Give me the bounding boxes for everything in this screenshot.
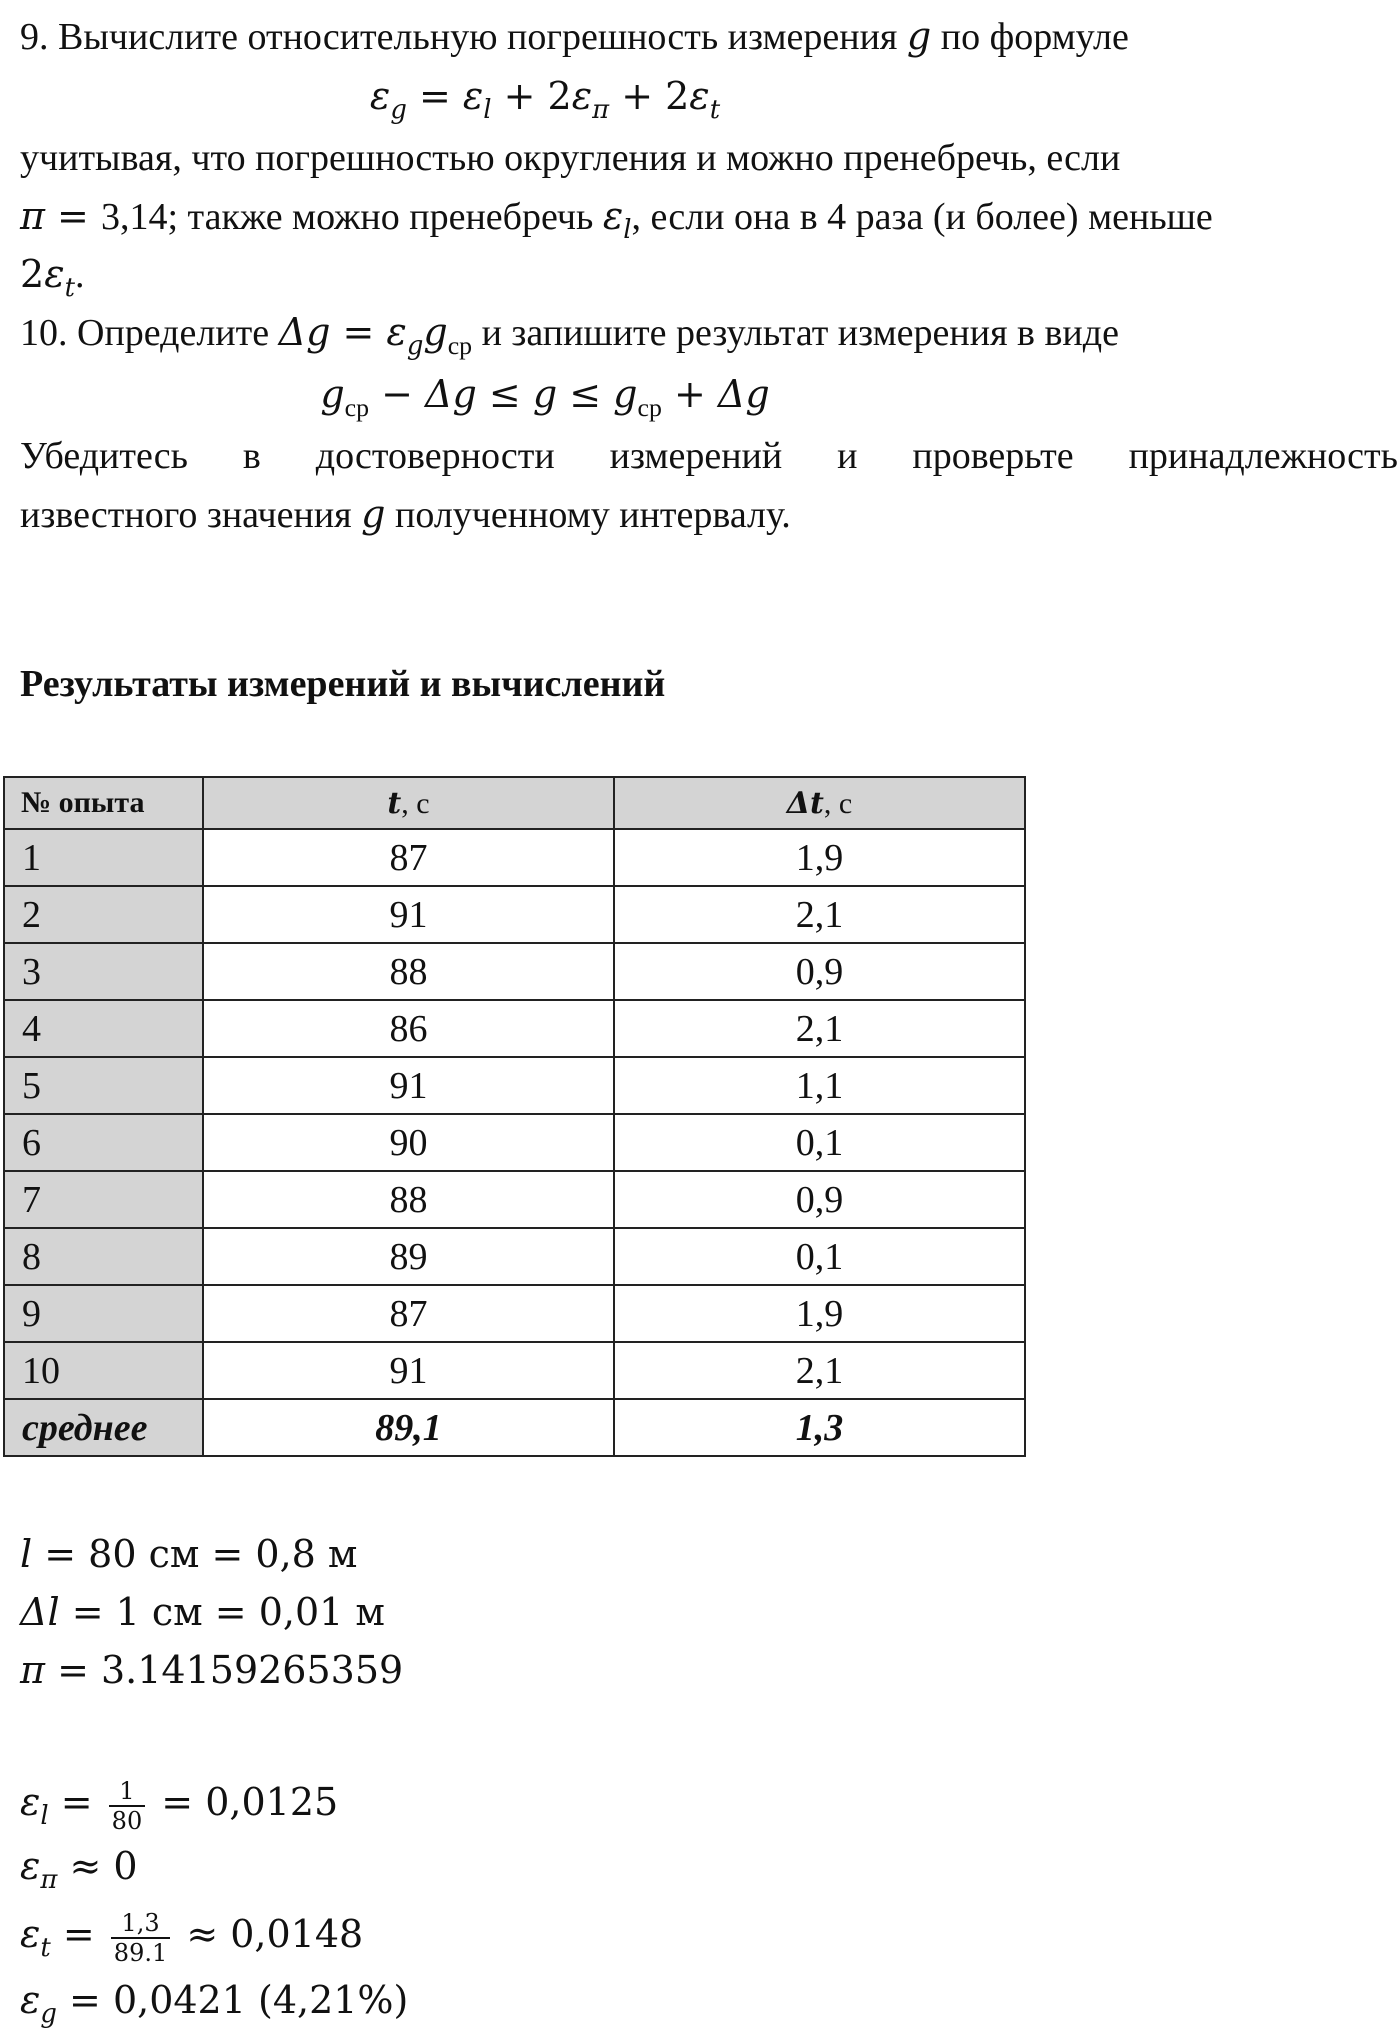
line4-end: . <box>74 254 85 296</box>
formula-eps-t: ε <box>689 74 710 118</box>
item9-text-after: по формуле <box>931 16 1129 58</box>
calc-eps-t-eq: = <box>50 1912 107 1956</box>
table-row <box>4 829 1025 886</box>
calc-eps-g-sub: g <box>40 1999 57 2030</box>
cell-trial: 7 <box>4 1171 203 1228</box>
cell-trial: 10 <box>4 1342 203 1399</box>
calc-eps-g-result: = 0,0421 (4,21%) <box>56 1978 409 2022</box>
check-line2-g: g <box>361 492 386 536</box>
table-row <box>4 1057 1025 1114</box>
line4-eps-sub: t <box>64 273 75 304</box>
cell-trial: 2 <box>4 886 203 943</box>
calc-eps-g <box>20 1978 408 2036</box>
interval-g1-sub: ср <box>344 393 370 423</box>
line4-two: 2 <box>20 252 45 296</box>
value-l-var: l <box>20 1532 33 1576</box>
cell-t: 90 <box>203 1114 614 1171</box>
calc-eps-pi-sub: π <box>40 1865 58 1896</box>
line3-pi: π = <box>20 194 101 238</box>
formula-eps: ε <box>369 74 391 118</box>
cell-t: 87 <box>203 829 614 886</box>
item10-eps-sub: g <box>406 331 424 362</box>
calc-eps-l-var: ε <box>20 1780 41 1824</box>
cell-t: 88 <box>203 1171 614 1228</box>
table-row <box>4 1342 1025 1399</box>
header-t-var: t <box>387 785 402 821</box>
check-word: в <box>242 435 261 477</box>
check-word: измерений <box>609 435 783 477</box>
table-average-row <box>4 1399 1025 1456</box>
cell-t: 89 <box>203 1228 614 1285</box>
cell-trial: 1 <box>4 829 203 886</box>
cell-dt: 2,1 <box>614 1000 1025 1057</box>
check-line2-a: известного значения <box>20 494 362 536</box>
value-pi-text: = 3.14159265359 <box>44 1648 404 1692</box>
formula-eps-t-sub: t <box>709 95 721 126</box>
item10-g: g <box>423 310 448 354</box>
item9-heading <box>20 14 1129 59</box>
check-word: принадлежность <box>1128 435 1398 477</box>
item10-eq: = <box>330 310 387 354</box>
cell-trial: 5 <box>4 1057 203 1114</box>
calc-eps-t-result: ≈ 0,0148 <box>174 1912 364 1956</box>
fraction-denominator: 89.1 <box>113 1939 168 1968</box>
calc-eps-t-fraction <box>111 1909 170 1967</box>
header-trial-number: № опыта <box>4 777 203 829</box>
cell-trial: 9 <box>4 1285 203 1342</box>
cell-dt: 2,1 <box>614 1342 1025 1399</box>
value-dl-var: Δl <box>20 1590 60 1634</box>
cell-average-dt: 1,3 <box>614 1399 1025 1456</box>
item10-eps: ε <box>386 310 407 354</box>
cell-trial: 8 <box>4 1228 203 1285</box>
line3-a: 3,14; также можно пренебречь <box>100 196 603 238</box>
calc-eps-pi-result: ≈ 0 <box>57 1844 138 1888</box>
cell-average-label: среднее <box>4 1399 203 1456</box>
item10-text-before: 10. Определите <box>20 312 279 354</box>
cell-dt: 1,9 <box>614 829 1025 886</box>
cell-dt: 0,9 <box>614 1171 1025 1228</box>
calc-eps-l <box>20 1772 338 1846</box>
calc-eps-pi <box>20 1844 138 1902</box>
formula-plus2: + 2 <box>609 74 690 118</box>
fraction-denominator: 80 <box>111 1807 143 1836</box>
header-t <box>203 777 614 829</box>
value-pi-var: π <box>20 1648 45 1692</box>
fraction-numerator: 1,3 <box>111 1909 170 1939</box>
table-row <box>4 943 1025 1000</box>
check-word: проверьте <box>912 435 1074 477</box>
header-t-unit: , с <box>401 786 430 820</box>
item9-formula <box>0 74 1090 132</box>
calc-eps-l-fraction <box>109 1777 146 1835</box>
item10-text-after: и запишите результат измерения в виде <box>472 312 1119 354</box>
value-l-text: = 80 см = 0,8 м <box>32 1532 358 1576</box>
line3-eps-sub: l <box>623 215 632 246</box>
line3-eps: ε <box>602 194 624 238</box>
table-row <box>4 1114 1025 1171</box>
table-row <box>4 1228 1025 1285</box>
cell-dt: 0,1 <box>614 1228 1025 1285</box>
fraction-numerator: 1 <box>109 1777 146 1807</box>
formula-eps-l-sub: l <box>483 95 492 126</box>
item10-interval <box>0 372 1090 430</box>
interval-middle: − Δg ≤ g ≤ <box>369 372 614 416</box>
header-dt-unit: , с <box>823 786 853 820</box>
cell-t: 91 <box>203 1057 614 1114</box>
item10-check-line2 <box>20 492 791 537</box>
cell-t: 88 <box>203 943 614 1000</box>
calc-eps-l-sub: l <box>40 1801 49 1832</box>
cell-t: 86 <box>203 1000 614 1057</box>
calc-eps-l-result: = 0,0125 <box>149 1780 339 1824</box>
item10-check-line1 <box>20 434 1398 478</box>
cell-dt: 2,1 <box>614 886 1025 943</box>
formula-plus1: + 2 <box>491 74 572 118</box>
cell-dt: 1,1 <box>614 1057 1025 1114</box>
formula-eps-pi: ε <box>571 74 593 118</box>
calc-eps-t <box>20 1904 363 1978</box>
check-word: и <box>837 435 858 477</box>
section-title: Результаты измерений и вычислений <box>20 663 666 705</box>
cell-t: 91 <box>203 1342 614 1399</box>
cell-dt: 0,9 <box>614 943 1025 1000</box>
line3-b: , если она в 4 раза (и более) меньше <box>631 196 1213 238</box>
table-row <box>4 1000 1025 1057</box>
check-word: достоверности <box>315 435 555 477</box>
cell-dt: 0,1 <box>614 1114 1025 1171</box>
formula-eps-l: ε <box>462 74 484 118</box>
header-dt <box>614 777 1025 829</box>
cell-trial: 3 <box>4 943 203 1000</box>
formula-eps-pi-sub: π <box>592 95 610 126</box>
item10-delta-g: Δg <box>278 310 331 354</box>
formula-eps-sub: g <box>390 95 407 126</box>
calc-eps-t-sub: t <box>40 1933 51 1964</box>
interval-plus: + Δg <box>661 372 770 416</box>
item9-line4 <box>20 252 84 310</box>
check-line2-b: полученному интервалу. <box>385 494 791 536</box>
table-row <box>4 1171 1025 1228</box>
check-word: Убедитесь <box>20 435 188 477</box>
line4-eps: ε <box>44 252 65 296</box>
item9-g: g <box>906 14 932 58</box>
value-pi <box>20 1648 403 1693</box>
cell-t: 91 <box>203 886 614 943</box>
value-dl-text: = 1 см = 0,01 м <box>59 1590 385 1634</box>
header-dt-var: Δt <box>786 785 824 821</box>
item9-text-before: 9. Вычислите относительную погрешность измерения <box>20 16 907 58</box>
calc-eps-l-eq: = <box>48 1780 105 1824</box>
item10-g-sub: ср <box>447 331 473 361</box>
item10-heading <box>20 310 1119 368</box>
cell-t: 87 <box>203 1285 614 1342</box>
cell-trial: 4 <box>4 1000 203 1057</box>
table-row <box>4 1285 1025 1342</box>
interval-g2-sub: ср <box>637 393 662 423</box>
calc-eps-t-var: ε <box>20 1912 41 1956</box>
results-table <box>3 776 1026 1457</box>
value-l <box>20 1532 358 1577</box>
table-header-row <box>4 777 1025 829</box>
table-row <box>4 886 1025 943</box>
interval-g2: g <box>613 372 638 416</box>
calc-eps-pi-var: ε <box>20 1844 41 1888</box>
cell-dt: 1,9 <box>614 1285 1025 1342</box>
formula-eq: = <box>406 74 463 118</box>
cell-average-t: 89,1 <box>203 1399 614 1456</box>
item9-line3 <box>20 194 1213 252</box>
calc-eps-g-var: ε <box>20 1978 41 2022</box>
interval-g1: g <box>320 372 345 416</box>
cell-trial: 6 <box>4 1114 203 1171</box>
value-dl <box>20 1590 385 1635</box>
item9-line2: учитывая, что погрешностью округления и можно пренебречь, если <box>20 137 1121 179</box>
